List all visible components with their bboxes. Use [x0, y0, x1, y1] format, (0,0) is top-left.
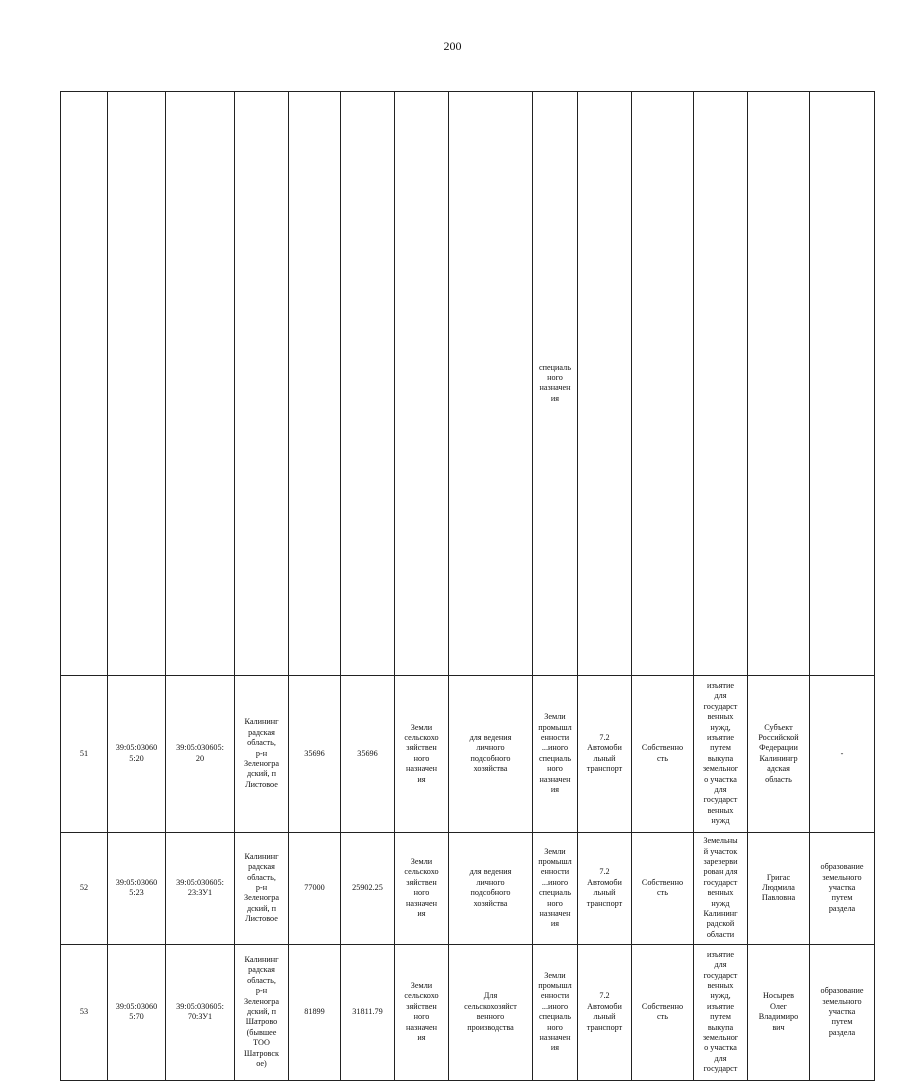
cell-use-type-new	[578, 92, 632, 676]
cell-new-cadastral-number	[166, 944, 235, 1080]
cell-text: изъятие для государст венных нужд, изъятие путем выкупа земельног о участка для государст	[702, 949, 739, 1074]
cell-text: 51	[79, 748, 89, 758]
cell-source-cadastral-number	[108, 944, 166, 1080]
table-row-continuation	[61, 92, 875, 676]
cell-area-source	[289, 92, 341, 676]
cell-text: Калининг радская область, р-н Зеленогра дский, п Шатрово (бывшее ТОО Шатровск ое)	[243, 955, 280, 1069]
cell-row-number	[61, 944, 108, 1080]
cell-land-category-current	[395, 675, 449, 832]
cell-text: 25902.25	[352, 883, 383, 893]
cell-source-cadastral-number	[108, 832, 166, 944]
cell-use-type-new	[578, 832, 632, 944]
cell-text: Для сельскохозяйст венного производства	[464, 991, 517, 1032]
cell-text: Субъект Российской Федерации Калинингр адская область	[758, 722, 799, 784]
table-row	[61, 675, 875, 832]
cell-text: образование земельного участка путем раздела	[820, 862, 864, 913]
cell-land-category-new	[533, 832, 578, 944]
cell-source-cadastral-number	[108, 92, 166, 676]
cell-text: Собственно сть	[641, 1001, 684, 1022]
table-body	[61, 92, 875, 1081]
cell-land-category-current	[395, 92, 449, 676]
cell-row-number	[61, 832, 108, 944]
cell-encumbrance-notes	[694, 832, 748, 944]
cell-text: Земельны й участок зарезерви рован для государст венных нужд Калининг радской области	[703, 836, 738, 939]
cell-location	[235, 832, 289, 944]
table-row	[61, 832, 875, 944]
cell-permitted-use	[449, 92, 533, 676]
cell-right-type	[632, 944, 694, 1080]
cell-right-type	[632, 675, 694, 832]
cell-text: 52	[79, 883, 89, 893]
cell-text: 39:05:030605: 70:ЗУ1	[176, 1001, 224, 1022]
cell-text: 31811.79	[352, 1007, 383, 1017]
cell-text: образование земельного участка путем раздела	[820, 986, 864, 1037]
cell-text: 39:05:03060 5:23	[115, 877, 158, 898]
cell-text: 7.2 Автомоби льный транспорт	[586, 991, 623, 1032]
cell-use-type-new	[578, 944, 632, 1080]
cell-encumbrance-notes	[694, 92, 748, 676]
cell-text: 7.2 Автомоби льный транспорт	[586, 867, 623, 908]
cell-text: 35696	[357, 748, 378, 758]
cell-text: 39:05:030605: 20	[176, 743, 224, 763]
cell-area-source	[289, 675, 341, 832]
cell-land-category-new	[533, 944, 578, 1080]
cell-new-cadastral-number	[166, 92, 235, 676]
cell-row-number	[61, 675, 108, 832]
cell-text: 39:05:03060 5:20	[115, 743, 158, 763]
cell-text: Носырев Олег Владимиро вич	[758, 991, 799, 1032]
cell-area-source	[289, 944, 341, 1080]
cell-use-type-new	[578, 675, 632, 832]
cell-text: Земли сельскохо зяйствен ного назначен ия	[404, 722, 439, 784]
cell-remarks	[810, 832, 875, 944]
cell-row-number	[61, 92, 108, 676]
cell-area-new	[341, 944, 395, 1080]
cell-area-new	[341, 675, 395, 832]
cell-new-cadastral-number	[166, 832, 235, 944]
page-number: 200	[443, 39, 462, 53]
cell-remarks	[810, 944, 875, 1080]
cell-text: 35696	[304, 748, 325, 758]
cell-text: Земли промышл енности ...иного специаль ного назначен ия	[538, 846, 572, 929]
cell-right-holder	[748, 675, 810, 832]
cell-area-source	[289, 832, 341, 944]
cell-text: Земли сельскохо зяйствен ного назначен ия	[404, 857, 439, 919]
cell-source-cadastral-number	[108, 675, 166, 832]
cell-encumbrance-notes	[694, 675, 748, 832]
cell-remarks	[810, 92, 875, 676]
cell-land-category-new	[533, 92, 578, 676]
cell-location	[235, 92, 289, 676]
cell-area-new	[341, 92, 395, 676]
cell-permitted-use	[449, 944, 533, 1080]
cell-location	[235, 944, 289, 1080]
cell-right-type	[632, 832, 694, 944]
cell-land-category-current	[395, 944, 449, 1080]
cell-text: специаль ного назначен ия	[539, 362, 571, 403]
cell-text: для ведения личного подсобного хозяйства	[469, 867, 512, 908]
cell-land-category-current	[395, 832, 449, 944]
cell-right-type	[632, 92, 694, 676]
cell-permitted-use	[449, 832, 533, 944]
cell-text: Земли промышл енности ...иного специаль ного назначен ия	[538, 970, 572, 1053]
cell-text: Калининг радская область, р-н Зеленогра дский, п Листовое	[243, 717, 280, 789]
cell-area-new	[341, 832, 395, 944]
cell-right-holder	[748, 92, 810, 676]
cell-land-category-new	[533, 675, 578, 832]
cell-text: Григас Людмила Павловна	[761, 872, 796, 903]
cell-text: для ведения личного подсобного хозяйства	[469, 732, 512, 774]
cell-text: изъятие для государст венных нужд, изъятие путем выкупа земельног о участка для государст венных нужд	[702, 680, 739, 826]
cell-text: 7.2 Автомоби льный транспорт	[586, 732, 623, 774]
land-parcels-table	[60, 91, 875, 1081]
cell-text: Земли сельскохо зяйствен ного назначен ия	[404, 981, 439, 1043]
table-row	[61, 944, 875, 1080]
cell-encumbrance-notes	[694, 944, 748, 1080]
cell-text: Земли промышл енности ...иного специаль ного назначен ия	[538, 712, 572, 794]
cell-text: -	[840, 748, 844, 758]
cell-right-holder	[748, 832, 810, 944]
cell-remarks	[810, 675, 875, 832]
cell-text: Калининг радская область, р-н Зеленогра дский, п Листовое	[243, 851, 280, 924]
cell-permitted-use	[449, 675, 533, 832]
cell-text: 39:05:030605: 23:ЗУ1	[176, 877, 224, 898]
cell-text: 81899	[304, 1007, 325, 1017]
cell-right-holder	[748, 944, 810, 1080]
cell-location	[235, 675, 289, 832]
cell-text: 39:05:03060 5:70	[115, 1001, 158, 1022]
cell-text: Собственно сть	[641, 743, 684, 763]
cell-text: 53	[79, 1007, 89, 1017]
cell-text: Собственно сть	[641, 877, 684, 898]
cell-new-cadastral-number	[166, 675, 235, 832]
cell-text: 77000	[304, 883, 325, 893]
